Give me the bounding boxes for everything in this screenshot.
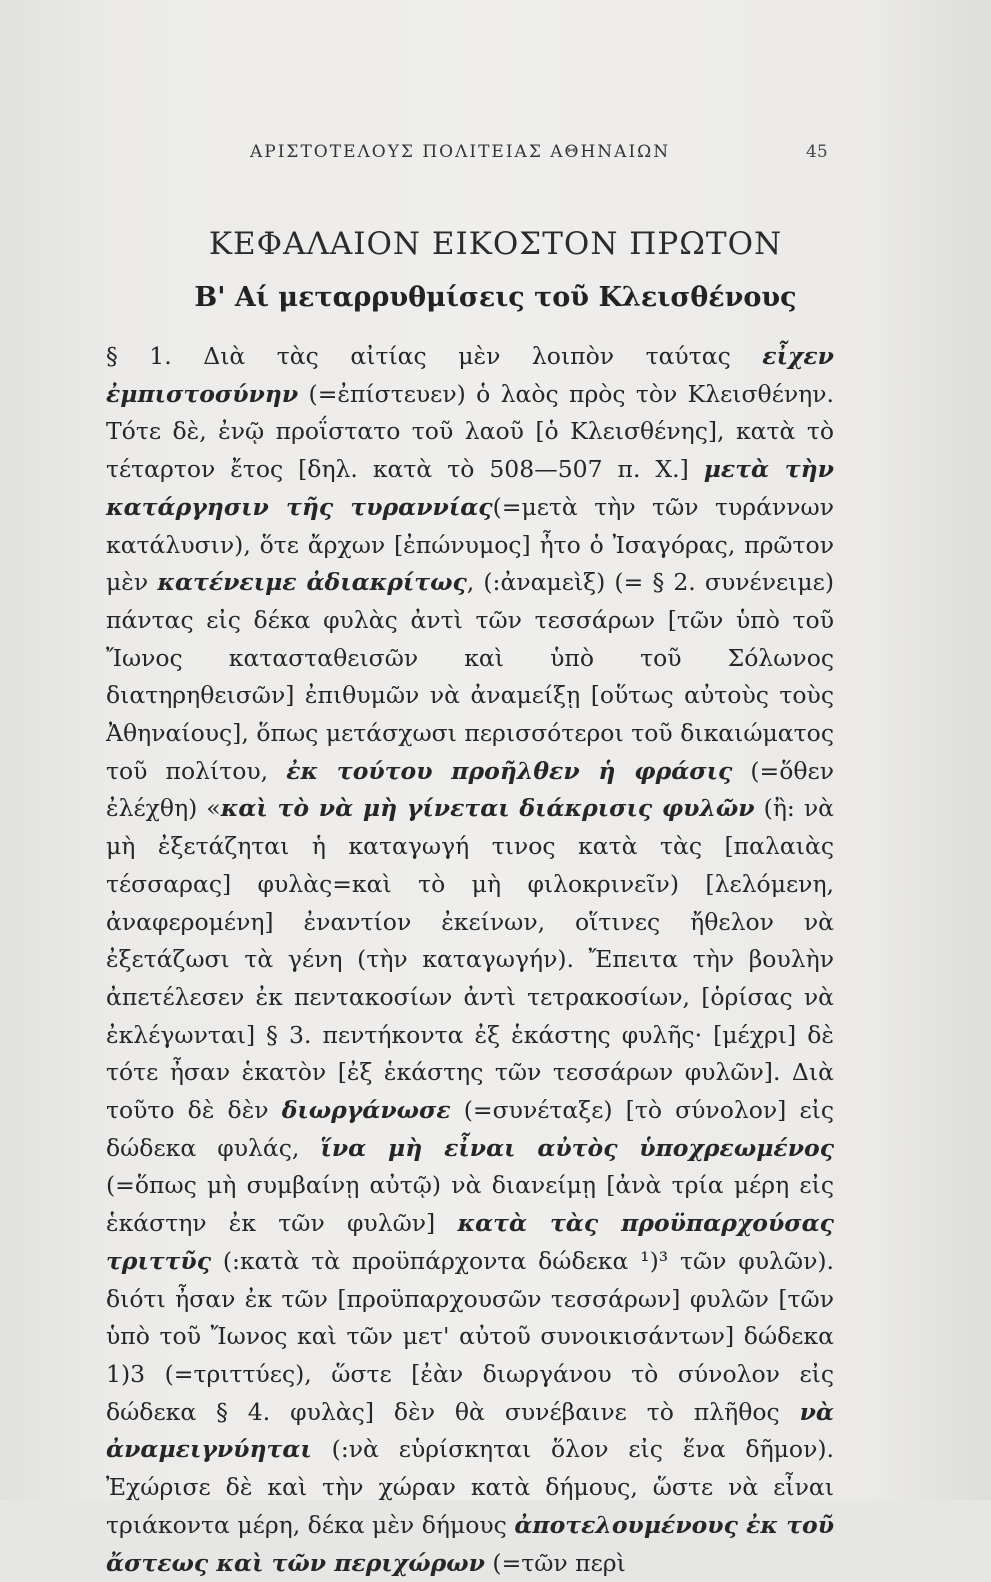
text-run: (:κατὰ τὰ προϋπάρχοντα δώδεκα ¹)³ τῶν φυλῶν). διότι ἦσαν ἐκ τῶν [προϋπαρχουσῶν τεσσάρων] φυλῶν [τῶν ὑπὸ τοῦ Ἴωνος καὶ τῶν μετ' αὐτοῦ συνοικισάντων] δώδεκα 1)3 (=τριττύες), ὥστε [ἐὰν διωργάνου τὸ σύνολον εἰς δώδεκα § 4. φυλὰς] δὲν θὰ συνέβαινε τὸ πλῆθος <box>106 1246 834 1426</box>
text-run: (=τῶν περὶ <box>484 1548 626 1577</box>
text-run: (=ὅθεν ἐλέχθη) « <box>106 756 834 823</box>
emphasis-run: διωργάνωσε <box>281 1096 451 1125</box>
emphasis-run: ἀποτελουμένους ἐκ τοῦ ἄστεως καὶ τῶν περιχώρων <box>106 1510 835 1577</box>
emphasis-run: εἶχεν ἐμπιστοσύνην <box>106 342 834 408</box>
text-run: (=ἐπίστευεν) ὁ λαὸς πρὸς τὸν Κλεισθένην. Τότε δὲ, ἐνῷ προΐστατο τοῦ λαοῦ [ὁ Κλεισθένης], κατὰ τὸ τέταρτον ἔτος [δηλ. κατὰ τὸ 508—507 π. Χ.] <box>106 379 834 484</box>
emphasis-run: ἐκ τούτου προῆλθεν ἡ φράσις <box>286 756 733 785</box>
body-text <box>106 338 834 1582</box>
emphasis-run: μετὰ τὴν κατάργησιν τῆς τυραννίας <box>106 455 834 521</box>
chapter-title: ΚΕΦΑΛΑΙΟΝ ΕΙΚΟΣΤΟΝ ΠΡΩΤΟΝ <box>208 226 783 262</box>
running-title: ΑΡΙΣΤΟΤΕΛΟΥΣ ΠΟΛΙΤΕΙΑΣ ΑΘΗΝΑΙΩΝ <box>250 142 671 162</box>
text-run: (ἢ: νὰ μὴ ἐξετάζηται ἡ καταγωγή τινος κατὰ τὰς [παλαιὰς τέσσαρας] φυλὰς=καὶ τὸ μὴ φιλοκρινεῖν) [λελόμενη, ἀναφερομένη] ἐναντίον ἐκείνων, οἵτινες ἤθελον νὰ ἐξετάζωσι τὰ γένη (τὴν καταγωγήν). Ἔπειτα τὴν βουλὴν ἀπετέλεσεν ἐκ πεντακοσίων ἀντὶ τετρακοσίων, [ὁρίσας νὰ ἐκλέγωνται] § 3. πεντήκοντα ἐξ ἑκάστης φυλῆς· [μέχρι] δὲ τότε ἦσαν ἑκατὸν [ἐξ ἑκάστης τῶν τεσσάρων φυλῶν]. Διὰ τοῦτο δὲ δὲν <box>106 794 834 1125</box>
page-number: 45 <box>806 142 828 162</box>
text-run: § 1. Διὰ τὰς αἰτίας μὲν λοιπὸν ταύτας <box>106 342 763 370</box>
paragraph <box>106 338 834 1582</box>
text-run: , (:ἀναμεὶξ) (= § 2. συνένειμε) πάντας εἰς δέκα φυλὰς ἀντὶ τῶν τεσσάρων [τῶν ὑπὸ τοῦ Ἴωνος κατασταθεισῶν καὶ ὑπὸ τοῦ Σόλωνος διατηρηθεισῶν] ἐπιθυμῶν νὰ ἀναμείξῃ [οὕτως αὐτοὺς τοὺς Ἀθηναίους], ὅπως μετάσχωσι περισσότεροι τοῦ δικαιώματος τοῦ πολίτου, <box>106 568 835 785</box>
text-run: (:νὰ εὑρίσκηται ὅλον εἰς ἕνα δῆμον). Ἐχώρισε δὲ καὶ τὴν χώραν κατὰ δήμους, ὥστε νὰ εἶναι τριάκοντα μέρη, δέκα μὲν δήμους <box>106 1435 834 1539</box>
text-run: (=ὅπως μὴ συμβαίνῃ αὐτῷ) νὰ διανείμῃ [ἀνὰ τρία μέρη εἰς ἑκάστην ἐκ τῶν φυλῶν] <box>106 1171 834 1238</box>
emphasis-run: κατὰ τὰς προϋπαρχούσας τριττῦς <box>106 1209 834 1275</box>
text-run: (=συνέταξε) [τὸ σύνολον] εἰς δώδεκα φυλάς, <box>106 1096 834 1162</box>
emphasis-run: κατένειμε ἀδιακρίτως <box>157 568 467 597</box>
emphasis-run: ἵνα μὴ εἶναι αὐτὸς ὑποχρεωμένος <box>320 1133 834 1162</box>
running-head <box>0 142 991 172</box>
section-title: Β' Αί μεταρρυθμίσεις τοῦ Κλεισθένους <box>194 282 797 313</box>
text-run: (=μετὰ τὴν τῶν τυράννων κατάλυσιν), ὅτε ἄρχων [ἐπώνυμος] ἦτο ὁ Ἰσαγόρας, πρῶτον μὲν <box>106 492 834 597</box>
emphasis-run: καὶ τὸ νὰ μὴ γίνεται διάκρισις φυλῶν <box>220 794 755 823</box>
emphasis-run: νὰ ἀναμειγνύηται <box>106 1397 834 1464</box>
